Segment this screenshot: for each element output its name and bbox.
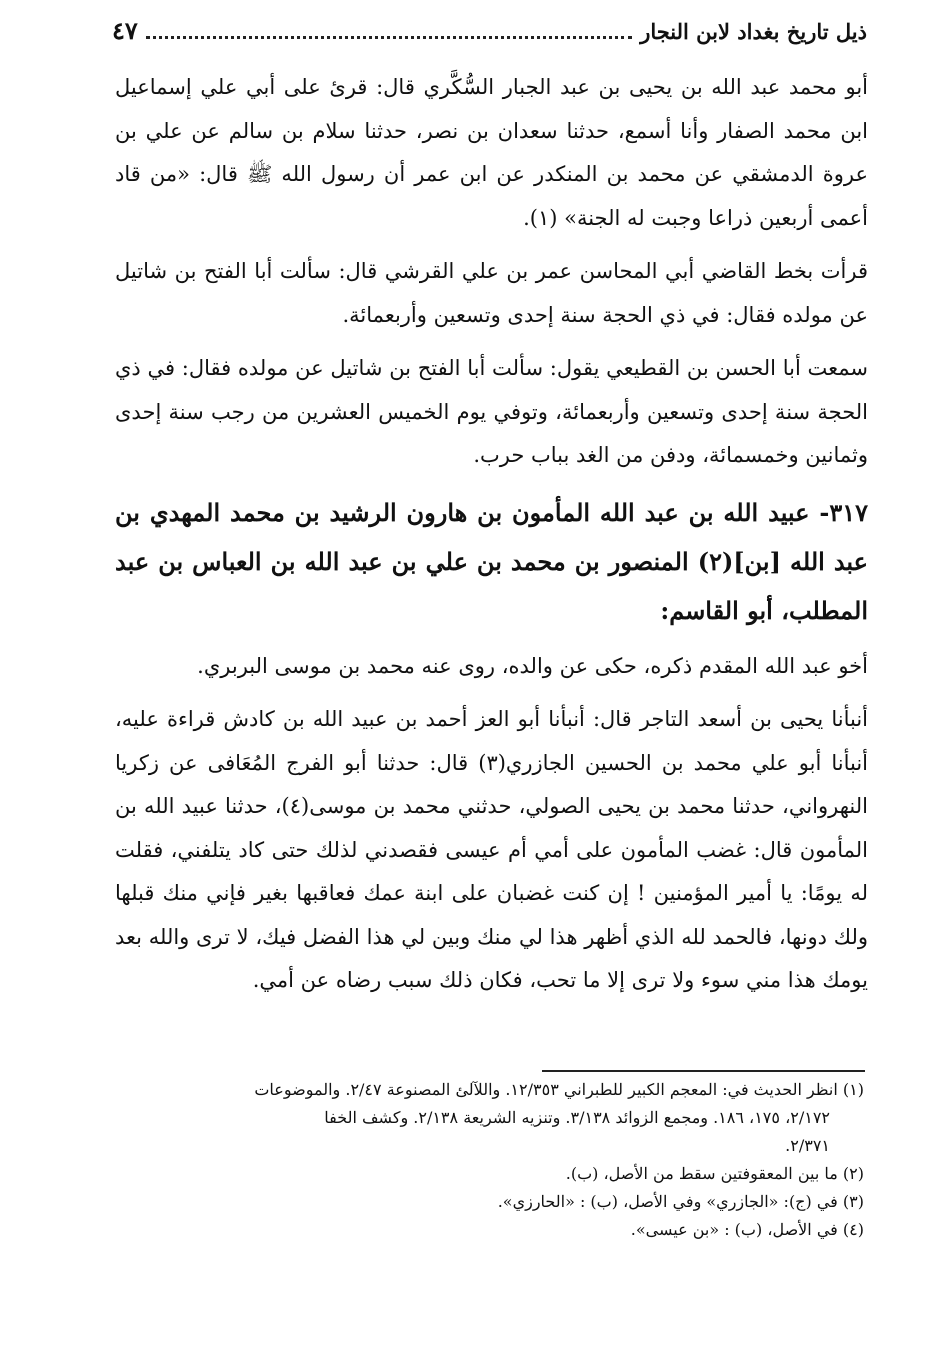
paragraph: أخو عبد الله المقدم ذكره، حكى عن والده، روى عنه محمد بن موسى البربري. (197, 653, 868, 678)
footnote: (٣) في (ج): «الجازري» وفي الأصل، (ب) : «الحارزي». (497, 1192, 864, 1211)
paragraph: أبو محمد عبد الله بن يحيى بن عبد الجبار السُّكَّري قال: قرئ على أبي علي إسماعيل ابن محمد الصفار وأنا أسمع، حدثنا سعدان بن نصر، حدثنا سلام بن سالم عن علي بن عروة الدمشقي عن محمد بن المنكدر عن ابن عمر أن رسول الله ﷺ قال: «من قاد أعمى أربعين ذراعا وجبت له الجنة» (١). (115, 75, 868, 230)
paragraph: قرأت بخط القاضي أبي المحاسن عمر بن علي القرشي قال: سألت أبا الفتح بن شاتيل عن مولده فقال: في ذي الحجة سنة إحدى وتسعين وأربعمائة. (115, 259, 868, 327)
footnote: (١) انظر الحديث في: المعجم الكبير للطبراني ١٢/٣٥٣. واللآلئ المصنوعة ٢/٤٧. والموضوعات (254, 1080, 864, 1099)
book-title: ذيل تاريخ بغداد لابن النجار (640, 19, 867, 44)
footnote-separator (542, 1070, 865, 1072)
entry-heading: ٣١٧- عبيد الله بن عبد الله المأمون بن هارون الرشيد بن محمد المهدي بن عبد الله [بن](٢) المنصور بن محمد بن علي بن عبد الله بن العباس بن عبد المطلب، أبو القاسم: (115, 497, 868, 625)
paragraph: أنبأنا يحيى بن أسعد التاجر قال: أنبأنا أبو العز أحمد بن عبيد الله بن كادش قراءة عليه، أنبأنا أبو علي محمد بن الحسين الجازري(٣) قال: حدثنا أبو الفرج المُعَافى عن زكريا النهرواني، حدثنا محمد بن يحيى الصولي، حدثني محمد بن موسى(٤)، حدثنا عبيد الله بن المأمون قال: غضب المأمون على أمي أم عيسى فقصدني لذلك حتى كاد يتلفني، فقلت له يومًا: يا أمير المؤمنين ! إن كنت غضبان على ابنة عمك فعاقبها بغير فإني منك قبلها ولك دونها، فالحمد لله الذي أظهر هذا لي منك وبين لي هذا الفضل فيك، لا ترى والله بعد يومك هذا مني سوء ولا ترى إلا ما تحب، فكان ذلك سبب رضاه عن أمي. (115, 707, 868, 992)
footnotes (106, 1076, 864, 1244)
paragraph: سمعت أبا الحسن بن القطيعي يقول: سألت أبا الفتح بن شاتيل عن مولده فقال: في ذي الحجة سنة إحدى وتسعين وأربعمائة، وتوفي يوم الخميس العشرين من رجب سنة إحدى وثمانين وخمسمائة، ودفن من الغد بباب حرب. (115, 356, 868, 467)
footnote: (٢) ما بين المعقوفتين سقط من الأصل، (ب). (565, 1164, 864, 1183)
footnote: (٤) في الأصل، (ب) : «بن عيسى». (630, 1220, 864, 1239)
main-text (115, 66, 868, 1003)
footnote-continuation: ٢/١٧٢، ١٧٥، ١٨٦. ومجمع الزوائد ٣/١٣٨. وتنزيه الشريعة ٢/١٣٨. وكشف الخفا (324, 1108, 830, 1127)
page-header (112, 10, 867, 52)
leader-dots (146, 10, 632, 39)
page-number: ٤٧ (112, 16, 138, 45)
footnote-continuation: ٢/٣٧١. (785, 1136, 830, 1155)
